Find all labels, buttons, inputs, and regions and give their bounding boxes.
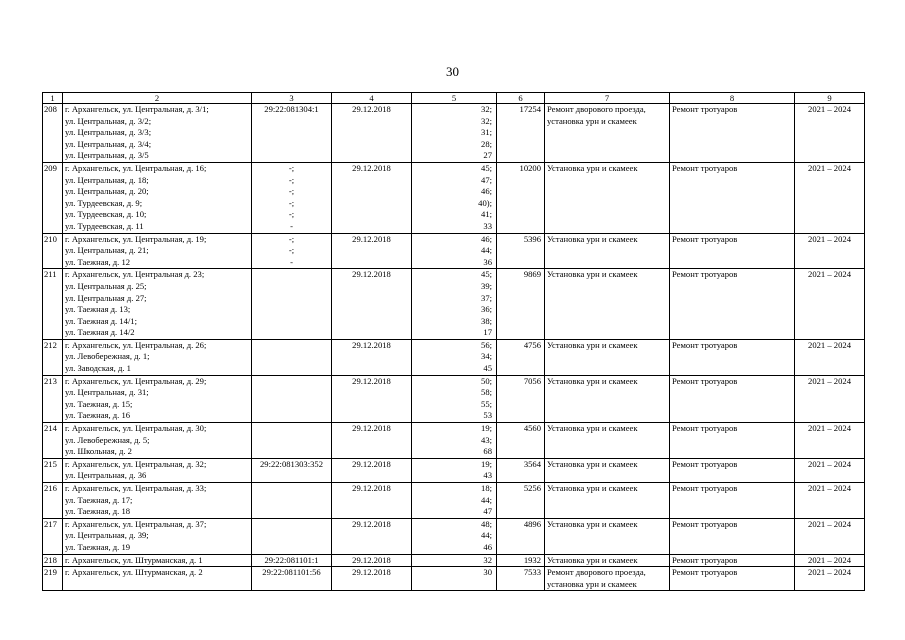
address-cell-line: ул. Левобережная, д. 1; [65,351,150,362]
residents-cell-line: 27 [483,150,492,161]
residents-cell-line: 45; [481,162,492,173]
address-cell-line: ул. Центральная, д. 31; [65,387,149,398]
residents-cell-line: 43 [483,470,492,481]
cadastral-cell-line: 29:22:081101:56 [262,567,321,578]
column-header: 7 [545,93,670,104]
residents-cell [412,423,497,459]
date-cell: 29.12.2018 [332,423,412,459]
residents-cell-line: 45 [483,363,492,374]
additional-work-cell-line: Ремонт тротуаров [672,233,738,244]
address-cell [63,104,252,163]
table-row [43,423,865,459]
address-cell-line: ул. Центральная, д. 18; [65,174,149,185]
period-cell: 2021 – 2024 [795,483,865,519]
area-cell: 3564 [497,458,545,482]
table-row [43,233,865,269]
period-cell: 2021 – 2024 [795,339,865,375]
period-cell: 2021 – 2024 [795,567,865,591]
additional-work-cell [670,233,795,269]
date-cell: 29.12.2018 [332,233,412,269]
row-number: 216 [43,483,63,519]
residents-cell [412,483,497,519]
address-cell-line: ул. Таежная, д. 16 [65,410,131,421]
residents-cell-line: 45; [481,269,492,280]
residents-cell-line: 33 [483,220,492,231]
courtyards-table [42,92,865,591]
cadastral-cell-line: -; [288,162,295,173]
cadastral-cell [252,269,332,340]
residents-cell-line: 34; [481,351,492,362]
address-cell [63,554,252,567]
cadastral-cell [252,423,332,459]
address-cell [63,423,252,459]
work-type-cell-line: Установка урн и скамеек [547,233,638,244]
residents-cell [412,269,497,340]
residents-cell [412,554,497,567]
additional-work-cell-line: Ремонт тротуаров [672,567,738,578]
residents-cell-line: 41; [481,209,492,220]
additional-work-cell [670,567,795,591]
date-cell: 29.12.2018 [332,162,412,233]
address-cell-line: г. Архангельск, ул. Центральная, д. 37; [65,518,207,529]
cadastral-cell-line: -; [288,186,295,197]
residents-cell-line: 28; [481,138,492,149]
cadastral-cell [252,339,332,375]
residents-cell-line: 19; [481,458,492,469]
cadastral-cell-line: - [290,256,293,267]
row-number: 208 [43,104,63,163]
additional-work-cell-line: Ремонт тротуаров [672,339,738,350]
work-type-cell [545,554,670,567]
address-cell [63,233,252,269]
area-cell: 7533 [497,567,545,591]
address-cell-line: ул. Таежная д. 14/2 [65,327,135,338]
address-cell-line: г. Архангельск, ул. Центральная, д. 32; [65,458,207,469]
work-type-cell-line: Установка урн и скамеек [547,162,638,173]
column-header: 4 [332,93,412,104]
cadastral-cell [252,567,332,591]
residents-cell-line: 36 [483,256,492,267]
work-type-cell [545,269,670,340]
address-cell [63,269,252,340]
residents-cell-line: 44; [481,245,492,256]
table-row [43,554,865,567]
area-cell: 5256 [497,483,545,519]
column-number-row [43,93,865,104]
cadastral-cell-line: 29:22:081303:352 [259,458,324,469]
work-type-cell-line: Ремонт дворового проезда, [547,104,646,114]
cadastral-cell-line: 29:22:081304:1 [264,104,319,114]
residents-cell-line: 44; [481,530,492,541]
column-header: 9 [795,93,865,104]
cadastral-cell [252,554,332,567]
cadastral-cell-line: 29:22:081101:1 [264,554,319,565]
address-cell-line: ул. Центральная д. 27; [65,292,147,303]
address-cell-line: ул. Заводская, д. 1 [65,363,131,374]
address-cell-line: г. Архангельск, ул. Штурманская, д. 1 [65,554,203,565]
additional-work-cell [670,269,795,340]
residents-cell-line: 19; [481,423,492,434]
residents-cell [412,567,497,591]
table-row [43,483,865,519]
cadastral-cell [252,458,332,482]
date-cell: 29.12.2018 [332,104,412,163]
row-number: 214 [43,423,63,459]
period-cell: 2021 – 2024 [795,554,865,567]
residents-cell-line: 39; [481,280,492,291]
residents-cell-line: 56; [481,339,492,350]
work-type-cell [545,233,670,269]
cadastral-cell [252,162,332,233]
work-type-cell-line: Установка урн и скамеек [547,554,638,565]
additional-work-cell-line: Ремонт тротуаров [672,104,738,114]
row-number: 213 [43,375,63,422]
address-cell [63,458,252,482]
cadastral-cell-line: -; [288,209,295,220]
residents-cell-line: 68 [483,446,492,457]
table-row [43,458,865,482]
row-number: 217 [43,518,63,554]
residents-cell-line: 53 [483,410,492,421]
residents-cell-line: 47; [481,174,492,185]
work-type-cell [545,518,670,554]
column-header: 1 [43,93,63,104]
address-cell-line: ул. Центральная, д. 3/4; [65,138,152,149]
additional-work-cell-line: Ремонт тротуаров [672,423,738,434]
cadastral-cell [252,375,332,422]
row-number: 212 [43,339,63,375]
residents-cell-line: 37; [481,292,492,303]
address-cell [63,518,252,554]
area-cell: 4756 [497,339,545,375]
address-cell [63,162,252,233]
date-cell: 29.12.2018 [332,554,412,567]
cadastral-cell-line: -; [288,174,295,185]
additional-work-cell-line: Ремонт тротуаров [672,483,738,493]
address-cell-line: ул. Турдеевская, д. 11 [65,220,144,231]
area-cell: 4560 [497,423,545,459]
address-cell-line: ул. Левобережная, д. 5; [65,434,150,445]
table-row [43,269,865,340]
cadastral-cell-line: - [290,220,293,231]
residents-cell-line: 43; [481,434,492,445]
period-cell: 2021 – 2024 [795,162,865,233]
cadastral-cell [252,233,332,269]
residents-cell-line: 58; [481,387,492,398]
residents-cell-line: 32; [481,115,492,126]
period-cell: 2021 – 2024 [795,233,865,269]
row-number: 209 [43,162,63,233]
residents-cell-line: 46 [483,541,492,552]
column-header: 3 [252,93,332,104]
page-number: 30 [446,64,459,79]
additional-work-cell [670,162,795,233]
cadastral-cell-line: -; [288,233,295,244]
residents-cell-line: 40); [478,197,492,208]
date-cell: 29.12.2018 [332,375,412,422]
residents-cell-line: 38; [481,315,492,326]
row-number: 210 [43,233,63,269]
cadastral-cell [252,518,332,554]
address-cell-line: ул. Центральная д. 25; [65,280,147,291]
additional-work-cell-line: Ремонт тротуаров [672,458,738,469]
residents-cell [412,233,497,269]
residents-cell-line: 47 [483,506,492,517]
residents-cell [412,458,497,482]
period-cell: 2021 – 2024 [795,518,865,554]
address-cell-line: г. Архангельск, ул. Центральная, д. 3/1; [65,104,209,114]
additional-work-cell [670,339,795,375]
work-type-cell [545,339,670,375]
address-cell [63,567,252,591]
additional-work-cell [670,104,795,163]
address-cell-line: ул. Турдеевская, д. 10; [65,209,147,220]
residents-cell-line: 32 [483,554,492,565]
address-cell [63,339,252,375]
address-cell-line: ул. Турдеевская, д. 9; [65,197,143,208]
work-type-cell-line: установка урн и скамеек [547,115,637,126]
residents-cell-line: 32; [481,104,492,114]
cadastral-cell-line: -; [288,245,295,256]
address-cell-line: ул. Центральная, д. 3/3; [65,127,152,138]
work-type-cell-line: Установка урн и скамеек [547,375,638,386]
area-cell: 7056 [497,375,545,422]
area-cell: 5396 [497,233,545,269]
residents-cell-line: 30 [483,567,492,578]
residents-cell-line: 50; [481,375,492,386]
address-cell-line: ул. Таежная д. 14/1; [65,315,137,326]
additional-work-cell [670,518,795,554]
work-type-cell [545,423,670,459]
period-cell: 2021 – 2024 [795,104,865,163]
additional-work-cell-line: Ремонт тротуаров [672,375,738,386]
column-header: 6 [497,93,545,104]
residents-cell-line: 17 [483,327,492,338]
work-type-cell [545,483,670,519]
table-row [43,104,865,163]
row-number: 219 [43,567,63,591]
table-row [43,567,865,591]
date-cell: 29.12.2018 [332,339,412,375]
residents-cell-line: 44; [481,494,492,505]
residents-cell-line: 46; [481,233,492,244]
date-cell: 29.12.2018 [332,567,412,591]
additional-work-cell-line: Ремонт тротуаров [672,269,738,280]
address-cell [63,483,252,519]
residents-cell [412,104,497,163]
additional-work-cell-line: Ремонт тротуаров [672,554,738,565]
address-cell-line: г. Архангельск, ул. Штурманская, д. 2 [65,567,203,578]
address-cell-line: ул. Таежная, д. 18 [65,506,131,517]
period-cell: 2021 – 2024 [795,423,865,459]
area-cell: 17254 [497,104,545,163]
additional-work-cell [670,458,795,482]
work-type-cell [545,375,670,422]
additional-work-cell [670,554,795,567]
work-type-cell [545,162,670,233]
address-cell-line: ул. Центральная, д. 21; [65,245,149,256]
address-cell-line: г. Архангельск, ул. Центральная, д. 30; [65,423,207,434]
work-type-cell [545,567,670,591]
address-cell-line: ул. Центральная, д. 36 [65,470,147,481]
period-cell: 2021 – 2024 [795,458,865,482]
residents-cell [412,339,497,375]
table-row [43,518,865,554]
work-type-cell-line: Ремонт дворового проезда, [547,567,646,578]
address-cell-line: г. Архангельск, ул. Центральная д. 23; [65,269,205,280]
residents-cell-line: 55; [481,398,492,409]
residents-cell [412,162,497,233]
table-row [43,339,865,375]
address-cell-line: ул. Школьная, д. 2 [65,446,132,457]
address-cell-line: ул. Таежная, д. 12 [65,256,131,267]
address-cell-line: г. Архангельск, ул. Центральная, д. 29; [65,375,207,386]
residents-cell-line: 31; [481,127,492,138]
address-cell-line: ул. Таежная д. 13; [65,304,131,315]
address-cell-line: ул. Центральная, д. 3/5 [65,150,149,161]
work-type-cell-line: Установка урн и скамеек [547,423,638,434]
work-type-cell [545,458,670,482]
address-cell-line: ул. Таежная, д. 15; [65,398,133,409]
address-cell-line: ул. Таежная, д. 19 [65,541,131,552]
residents-cell [412,518,497,554]
row-number: 211 [43,269,63,340]
row-number: 215 [43,458,63,482]
additional-work-cell [670,483,795,519]
address-cell-line: г. Архангельск, ул. Центральная, д. 19; [65,233,207,244]
work-type-cell-line: Установка урн и скамеек [547,518,638,529]
address-cell-line: ул. Центральная, д. 20; [65,186,149,197]
date-cell: 29.12.2018 [332,518,412,554]
cadastral-cell [252,483,332,519]
additional-work-cell-line: Ремонт тротуаров [672,518,738,529]
period-cell: 2021 – 2024 [795,269,865,340]
address-cell-line: ул. Центральная, д. 39; [65,530,149,541]
table-row [43,162,865,233]
residents-cell-line: 18; [481,483,492,493]
table-row [43,375,865,422]
additional-work-cell [670,375,795,422]
work-type-cell-line: Установка урн и скамеек [547,483,638,493]
column-header: 2 [63,93,252,104]
area-cell: 10200 [497,162,545,233]
address-cell [63,375,252,422]
cadastral-cell-line: -; [288,197,295,208]
additional-work-cell-line: Ремонт тротуаров [672,162,738,173]
address-cell-line: ул. Центральная, д. 3/2; [65,115,152,126]
address-cell-line: г. Архангельск, ул. Центральная, д. 26; [65,339,207,350]
residents-cell [412,375,497,422]
address-cell-line: г. Архангельск, ул. Центральная, д. 33; [65,483,207,493]
address-cell-line: ул. Таежная, д. 17; [65,494,133,505]
work-type-cell [545,104,670,163]
date-cell: 29.12.2018 [332,458,412,482]
work-type-cell-line: Установка урн и скамеек [547,269,638,280]
area-cell: 9869 [497,269,545,340]
column-header: 5 [412,93,497,104]
column-header: 8 [670,93,795,104]
additional-work-cell [670,423,795,459]
residents-cell-line: 36; [481,304,492,315]
date-cell: 29.12.2018 [332,483,412,519]
work-type-cell-line: Установка урн и скамеек [547,458,638,469]
cadastral-cell [252,104,332,163]
work-type-cell-line: Установка урн и скамеек [547,339,638,350]
residents-cell-line: 46; [481,186,492,197]
period-cell: 2021 – 2024 [795,375,865,422]
area-cell: 4896 [497,518,545,554]
residents-cell-line: 48; [481,518,492,529]
address-cell-line: г. Архангельск, ул. Центральная, д. 16; [65,162,207,173]
date-cell: 29.12.2018 [332,269,412,340]
row-number: 218 [43,554,63,567]
work-type-cell-line: установка урн и скамеек [547,578,637,589]
area-cell: 1932 [497,554,545,567]
